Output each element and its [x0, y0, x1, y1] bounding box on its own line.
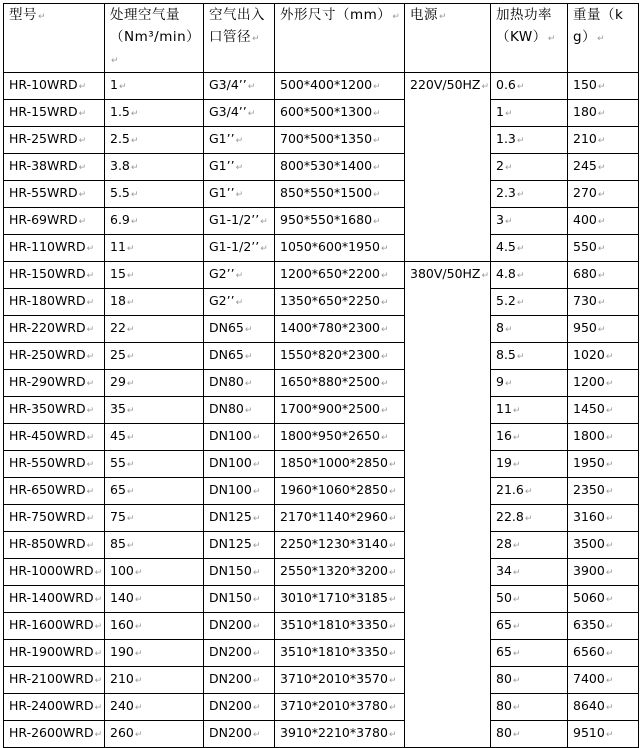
cell-heat: 5.2↵	[491, 289, 568, 316]
header-row	[4, 4, 639, 73]
header-weight: 重量（kg）↵	[568, 4, 639, 73]
cell-weight: 3900↵	[568, 559, 639, 586]
table-row	[4, 316, 639, 343]
cell-size: 3910*2210*3780↵	[275, 721, 405, 748]
cell-port: G3/4’’↵	[204, 73, 275, 100]
table-row	[4, 559, 639, 586]
cell-heat: 3↵	[491, 208, 568, 235]
cell-flow: 75↵	[105, 505, 204, 532]
cell-port: DN200↵	[204, 640, 275, 667]
cell-heat: 65↵	[491, 640, 568, 667]
table-row	[4, 478, 639, 505]
cell-model: HR-25WRD↵	[4, 127, 105, 154]
cell-heat: 80↵	[491, 694, 568, 721]
cell-size: 2170*1140*2960↵	[275, 505, 405, 532]
cell-port: G1-1/2’’↵	[204, 235, 275, 262]
cell-size: 1800*950*2650↵	[275, 424, 405, 451]
cell-port: DN125↵	[204, 505, 275, 532]
cell-port: DN200↵	[204, 694, 275, 721]
cell-heat: 16↵	[491, 424, 568, 451]
cell-size: 850*550*1500↵	[275, 181, 405, 208]
cell-port: DN100↵	[204, 478, 275, 505]
cell-flow: 22↵	[105, 316, 204, 343]
cell-port: G1-1/2’’↵	[204, 208, 275, 235]
cell-weight: 180↵	[568, 100, 639, 127]
cell-port: DN80↵	[204, 370, 275, 397]
cell-port: DN125↵	[204, 532, 275, 559]
cell-model: HR-290WRD↵	[4, 370, 105, 397]
cell-model: HR-1600WRD↵	[4, 613, 105, 640]
table-row	[4, 154, 639, 181]
cell-port: DN100↵	[204, 424, 275, 451]
cell-size: 1650*880*2500↵	[275, 370, 405, 397]
cell-heat: 4.5↵	[491, 235, 568, 262]
cell-weight: 730↵	[568, 289, 639, 316]
table-row	[4, 586, 639, 613]
cell-model: HR-15WRD↵	[4, 100, 105, 127]
header-power: 电源↵	[405, 4, 491, 73]
table-row	[4, 721, 639, 748]
cell-size: 3510*1810*3350↵	[275, 640, 405, 667]
cell-model: HR-220WRD↵	[4, 316, 105, 343]
cell-port: DN65↵	[204, 316, 275, 343]
cell-port: DN100↵	[204, 451, 275, 478]
cell-weight: 2350↵	[568, 478, 639, 505]
spec-table	[3, 3, 639, 748]
cell-port: G1’’↵	[204, 181, 275, 208]
table-row	[4, 73, 639, 100]
cell-weight: 6560↵	[568, 640, 639, 667]
cell-power: 380V/50HZ↵	[405, 262, 491, 748]
cell-size: 2250*1230*3140↵	[275, 532, 405, 559]
cell-heat: 2.3↵	[491, 181, 568, 208]
cell-flow: 100↵	[105, 559, 204, 586]
cell-weight: 3500↵	[568, 532, 639, 559]
cell-weight: 7400↵	[568, 667, 639, 694]
cell-size: 3710*2010*3780↵	[275, 694, 405, 721]
table-row	[4, 208, 639, 235]
cell-model: HR-150WRD↵	[4, 262, 105, 289]
cell-flow: 85↵	[105, 532, 204, 559]
cell-model: HR-1900WRD↵	[4, 640, 105, 667]
cell-flow: 25↵	[105, 343, 204, 370]
cell-flow: 3.8↵	[105, 154, 204, 181]
cell-port: G2’’↵	[204, 289, 275, 316]
cell-weight: 1800↵	[568, 424, 639, 451]
table-row	[4, 694, 639, 721]
cell-size: 1350*650*2250↵	[275, 289, 405, 316]
cell-heat: 21.6↵	[491, 478, 568, 505]
cell-heat: 80↵	[491, 667, 568, 694]
header-port: 空气出入口管径↵	[204, 4, 275, 73]
cell-model: HR-10WRD↵	[4, 73, 105, 100]
table-row	[4, 532, 639, 559]
cell-flow: 260↵	[105, 721, 204, 748]
table-row	[4, 262, 639, 289]
cell-flow: 1.5↵	[105, 100, 204, 127]
cell-weight: 550↵	[568, 235, 639, 262]
cell-size: 2550*1320*3200↵	[275, 559, 405, 586]
cell-port: DN150↵	[204, 559, 275, 586]
cell-size: 1050*600*1950↵	[275, 235, 405, 262]
cell-flow: 65↵	[105, 478, 204, 505]
cell-weight: 270↵	[568, 181, 639, 208]
cell-power: 220V/50HZ↵	[405, 73, 491, 262]
cell-flow: 55↵	[105, 451, 204, 478]
cell-weight: 8640↵	[568, 694, 639, 721]
cell-size: 800*530*1400↵	[275, 154, 405, 181]
cell-weight: 150↵	[568, 73, 639, 100]
table-row	[4, 181, 639, 208]
cell-model: HR-110WRD↵	[4, 235, 105, 262]
cell-heat: 22.8↵	[491, 505, 568, 532]
cell-port: DN200↵	[204, 667, 275, 694]
cell-model: HR-550WRD↵	[4, 451, 105, 478]
cell-flow: 11↵	[105, 235, 204, 262]
cell-port: DN200↵	[204, 721, 275, 748]
cell-port: DN150↵	[204, 586, 275, 613]
cell-weight: 680↵	[568, 262, 639, 289]
cell-size: 1400*780*2300↵	[275, 316, 405, 343]
cell-heat: 2↵	[491, 154, 568, 181]
cell-port: G3/4’’↵	[204, 100, 275, 127]
cell-size: 500*400*1200↵	[275, 73, 405, 100]
header-model: 型号↵	[4, 4, 105, 73]
cell-heat: 80↵	[491, 721, 568, 748]
cell-heat: 1↵	[491, 100, 568, 127]
header-flow: 处理空气量（Nm³/min）↵	[105, 4, 204, 73]
cell-heat: 9↵	[491, 370, 568, 397]
cell-flow: 6.9↵	[105, 208, 204, 235]
table-row	[4, 343, 639, 370]
cell-port: G1’’↵	[204, 127, 275, 154]
header-size: 外形尺寸（mm）↵	[275, 4, 405, 73]
cell-weight: 6350↵	[568, 613, 639, 640]
cell-heat: 8.5↵	[491, 343, 568, 370]
table-row	[4, 370, 639, 397]
cell-model: HR-180WRD↵	[4, 289, 105, 316]
table-row	[4, 451, 639, 478]
table-row	[4, 289, 639, 316]
cell-flow: 240↵	[105, 694, 204, 721]
cell-heat: 1.3↵	[491, 127, 568, 154]
cell-heat: 65↵	[491, 613, 568, 640]
cell-flow: 190↵	[105, 640, 204, 667]
table-row	[4, 100, 639, 127]
cell-weight: 1200↵	[568, 370, 639, 397]
cell-heat: 0.6↵	[491, 73, 568, 100]
table-row	[4, 424, 639, 451]
cell-weight: 400↵	[568, 208, 639, 235]
cell-size: 3710*2010*3570↵	[275, 667, 405, 694]
cell-size: 1850*1000*2850↵	[275, 451, 405, 478]
spec-table-container	[3, 3, 639, 748]
cell-model: HR-2600WRD↵	[4, 721, 105, 748]
cell-port: DN65↵	[204, 343, 275, 370]
cell-size: 3510*1810*3350↵	[275, 613, 405, 640]
cell-model: HR-69WRD↵	[4, 208, 105, 235]
cell-flow: 35↵	[105, 397, 204, 424]
cell-flow: 5.5↵	[105, 181, 204, 208]
cell-weight: 245↵	[568, 154, 639, 181]
table-row	[4, 613, 639, 640]
cell-port: DN200↵	[204, 613, 275, 640]
cell-size: 700*500*1350↵	[275, 127, 405, 154]
cell-model: HR-2100WRD↵	[4, 667, 105, 694]
cell-weight: 9510↵	[568, 721, 639, 748]
cell-flow: 29↵	[105, 370, 204, 397]
cell-model: HR-2400WRD↵	[4, 694, 105, 721]
cell-port: G2’’↵	[204, 262, 275, 289]
cell-model: HR-250WRD↵	[4, 343, 105, 370]
cell-flow: 210↵	[105, 667, 204, 694]
cell-heat: 34↵	[491, 559, 568, 586]
cell-model: HR-55WRD↵	[4, 181, 105, 208]
cell-model: HR-350WRD↵	[4, 397, 105, 424]
cell-size: 1200*650*2200↵	[275, 262, 405, 289]
cell-model: HR-650WRD↵	[4, 478, 105, 505]
table-row	[4, 127, 639, 154]
cell-flow: 18↵	[105, 289, 204, 316]
cell-flow: 1↵	[105, 73, 204, 100]
table-row	[4, 397, 639, 424]
cell-size: 950*550*1680↵	[275, 208, 405, 235]
cell-size: 1700*900*2500↵	[275, 397, 405, 424]
cell-model: HR-750WRD↵	[4, 505, 105, 532]
cell-model: HR-1000WRD↵	[4, 559, 105, 586]
table-row	[4, 235, 639, 262]
cell-weight: 5060↵	[568, 586, 639, 613]
table-row	[4, 505, 639, 532]
cell-size: 3010*1710*3185↵	[275, 586, 405, 613]
cell-weight: 3160↵	[568, 505, 639, 532]
cell-flow: 2.5↵	[105, 127, 204, 154]
cell-model: HR-1400WRD↵	[4, 586, 105, 613]
cell-port: DN80↵	[204, 397, 275, 424]
cell-model: HR-450WRD↵	[4, 424, 105, 451]
cell-heat: 11↵	[491, 397, 568, 424]
cell-model: HR-38WRD↵	[4, 154, 105, 181]
cell-flow: 15↵	[105, 262, 204, 289]
cell-heat: 4.8↵	[491, 262, 568, 289]
cell-weight: 210↵	[568, 127, 639, 154]
cell-flow: 160↵	[105, 613, 204, 640]
cell-flow: 45↵	[105, 424, 204, 451]
cell-heat: 8↵	[491, 316, 568, 343]
cell-heat: 19↵	[491, 451, 568, 478]
cell-heat: 28↵	[491, 532, 568, 559]
cell-size: 600*500*1300↵	[275, 100, 405, 127]
cell-heat: 50↵	[491, 586, 568, 613]
cell-weight: 1450↵	[568, 397, 639, 424]
cell-weight: 950↵	[568, 316, 639, 343]
cell-flow: 140↵	[105, 586, 204, 613]
cell-port: G1’’↵	[204, 154, 275, 181]
cell-weight: 1020↵	[568, 343, 639, 370]
cell-size: 1960*1060*2850↵	[275, 478, 405, 505]
cell-size: 1550*820*2300↵	[275, 343, 405, 370]
cell-model: HR-850WRD↵	[4, 532, 105, 559]
cell-weight: 1950↵	[568, 451, 639, 478]
table-row	[4, 667, 639, 694]
table-row	[4, 640, 639, 667]
header-heat: 加热功率（KW）↵	[491, 4, 568, 73]
